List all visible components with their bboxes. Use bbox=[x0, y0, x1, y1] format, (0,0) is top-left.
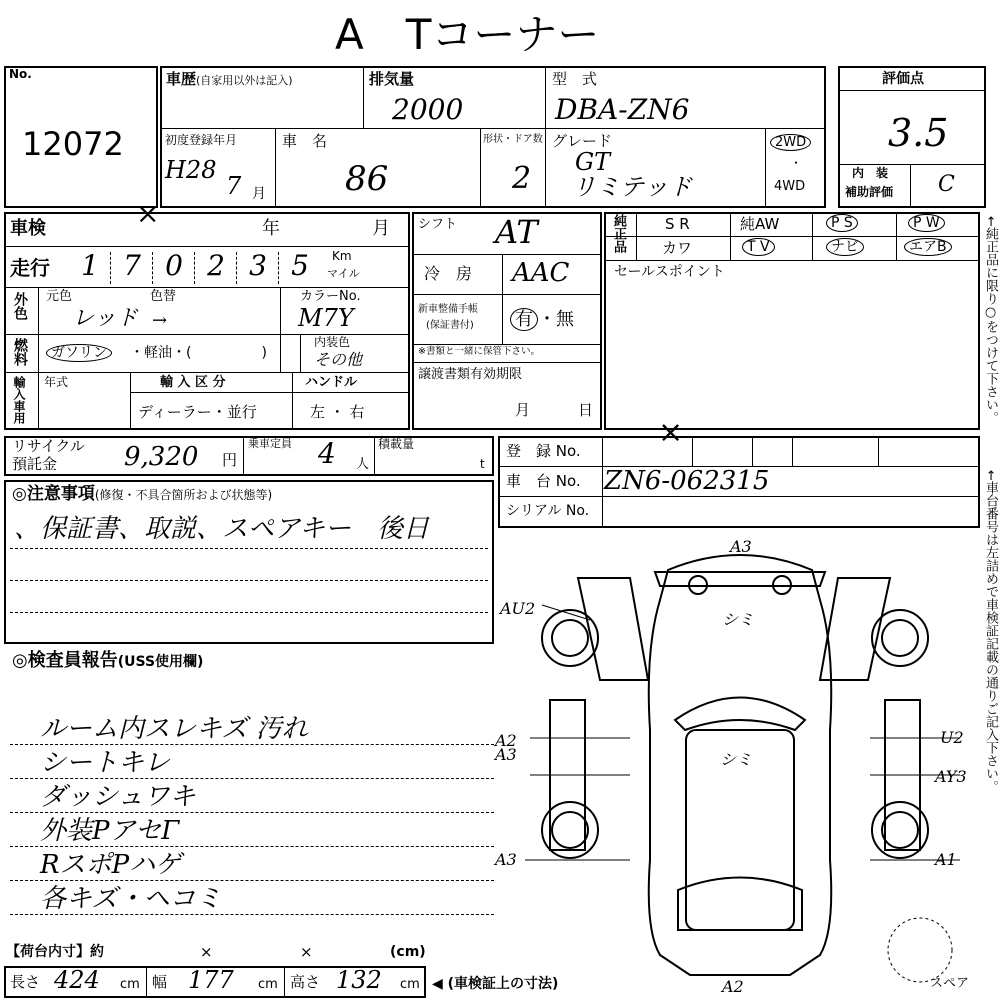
damage-mark: A3 bbox=[495, 850, 517, 869]
drive-4wd: 4WD bbox=[774, 179, 806, 194]
shaken-label: 車検 bbox=[10, 218, 46, 239]
recycle-label-1: リサイクル bbox=[12, 437, 85, 455]
fuel-gas: ガソリン bbox=[46, 345, 112, 361]
capacity-label: 乗車定員 bbox=[248, 437, 292, 450]
equip-ps: P S bbox=[826, 215, 858, 231]
shaken-mark: × bbox=[136, 197, 160, 230]
recycle-unit: 円 bbox=[222, 451, 238, 469]
notes-label: ◎注意事項(修復・不具合箇所および状態等) bbox=[12, 484, 273, 504]
grade-line2: リミテッド bbox=[572, 173, 692, 201]
first-reg-month-unit: 月 bbox=[252, 186, 266, 202]
capacity-unit: 人 bbox=[356, 457, 370, 472]
color-orig-value: レッド bbox=[72, 306, 138, 331]
inspector-line: 各キズ・ヘコミ bbox=[40, 884, 222, 914]
doors-value: 2 bbox=[512, 161, 532, 196]
notes-text: 、保証書、取説、スペアキー 後日 bbox=[14, 514, 429, 544]
mileage-unit-mile: マイル bbox=[327, 267, 360, 280]
damage-mark: AY3 bbox=[935, 767, 967, 786]
equip-pw: P W bbox=[908, 215, 945, 231]
mileage-digit: 7 bbox=[112, 252, 153, 284]
load-unit: t bbox=[480, 457, 485, 471]
handle-value: 左 ・ 右 bbox=[310, 403, 365, 421]
first-reg-label: 初度登録年月 bbox=[165, 133, 238, 147]
shift-value: AT bbox=[495, 213, 538, 251]
mileage-digit: 5 bbox=[291, 249, 309, 282]
import-side-label: 輸入車用 bbox=[12, 376, 26, 424]
damage-mark: シミ bbox=[722, 610, 755, 629]
fuel-side-label: 燃料 bbox=[12, 338, 28, 366]
equip-navi: ナビ bbox=[826, 239, 864, 255]
interior-color-label: 内装色 bbox=[314, 335, 351, 349]
lot-number: 12072 bbox=[22, 125, 124, 163]
recycle-value: 9,320 bbox=[124, 442, 199, 472]
mileage-digit: 3 bbox=[238, 252, 279, 284]
inspector-label: ◎検査員報告(USS使用欄) bbox=[12, 650, 204, 671]
equip-kawa: カワ bbox=[662, 239, 693, 257]
cargo-label: 【荷台内寸】約 bbox=[6, 944, 104, 960]
damage-mark: A3 bbox=[495, 745, 517, 764]
side-note-bottom: ←車台番号は左詰めで車検証記載の通りご記入下さい。 bbox=[983, 470, 998, 793]
length-unit: cm bbox=[120, 977, 140, 992]
equip-side-label: 純正品 bbox=[611, 214, 626, 253]
inspector-line: 外装PアセΓ bbox=[40, 816, 180, 846]
color-orig-label: 元色 bbox=[46, 289, 73, 304]
cargo-x1: × bbox=[200, 943, 213, 961]
inspector-line: ルーム内スレキズ 汚れ bbox=[40, 714, 308, 744]
width-unit: cm bbox=[258, 977, 278, 992]
transfer-month: 月 bbox=[515, 401, 531, 419]
history-label: 車歴(自家用以外は記入) bbox=[166, 70, 293, 88]
damage-mark: A2 bbox=[722, 977, 744, 996]
color-side-label: 外色 bbox=[12, 292, 28, 320]
color-change-label: 色替 bbox=[150, 289, 177, 304]
interior-label-2: 補助評価 bbox=[845, 185, 894, 199]
dims-note: ◀ (車検証上の寸法) bbox=[432, 976, 559, 992]
car-front-bumper bbox=[655, 572, 825, 586]
car-rear-window bbox=[678, 878, 802, 931]
load-label: 積載量 bbox=[378, 437, 415, 451]
cargo-x2: × bbox=[300, 943, 313, 961]
transfer-day: 日 bbox=[578, 401, 594, 419]
import-year-label: 年式 bbox=[44, 375, 69, 389]
length-value: 424 bbox=[54, 966, 100, 994]
damage-mark: A3 bbox=[730, 537, 752, 556]
mileage-digit: 0 bbox=[154, 252, 195, 284]
chassis-no-label: 車 台 No. bbox=[506, 472, 581, 490]
aircon-value: AAC bbox=[512, 258, 570, 288]
score-label: 評価点 bbox=[882, 71, 924, 87]
equip-sr: S R bbox=[665, 215, 690, 233]
serial-no-label: シリアル No. bbox=[506, 503, 590, 519]
shaken-year: 年 bbox=[262, 218, 280, 239]
color-code-label: カラーNo. bbox=[300, 289, 361, 304]
mileage-label: 走行 bbox=[10, 256, 50, 280]
damage-mark: AU2 bbox=[500, 599, 536, 618]
mileage-digit: 2 bbox=[196, 252, 237, 284]
manual-yes-no: 有 ・無 bbox=[510, 310, 574, 331]
color-code-value: M7Y bbox=[298, 304, 354, 332]
interior-color-value: その他 bbox=[314, 350, 363, 369]
model-label: 型 式 bbox=[552, 70, 598, 88]
equip-aw: 純AW bbox=[740, 215, 780, 233]
chassis-no-value: ZN6-062315 bbox=[604, 466, 770, 496]
height-unit: cm bbox=[400, 977, 420, 992]
shift-label: シフト bbox=[418, 217, 458, 232]
car-windshield bbox=[675, 698, 805, 731]
score-value: 3.5 bbox=[888, 111, 949, 155]
manual-label-1: 新車整備手帳 bbox=[418, 304, 478, 315]
car-diagram bbox=[490, 530, 980, 1000]
side-note-top: ←純正品に限り○をつけて下さい。 bbox=[983, 216, 998, 424]
doors-label: 形状・ドア数 bbox=[483, 134, 543, 145]
grade-line1: GT bbox=[575, 148, 611, 176]
import-class-label: 輸 入 区 分 bbox=[160, 375, 226, 390]
model-value: DBA-ZN6 bbox=[555, 93, 690, 126]
handle-label: ハンドル bbox=[305, 375, 358, 390]
interior-label-1: 内 装 bbox=[852, 166, 889, 180]
car-left-door bbox=[578, 578, 648, 680]
import-class-value: ディーラー・並行 bbox=[138, 403, 257, 421]
width-label: 幅 bbox=[152, 973, 168, 991]
transfer-label: 譲渡書類有効期限 bbox=[418, 367, 523, 382]
car-name-label: 車 名 bbox=[282, 132, 328, 150]
width-value: 177 bbox=[188, 966, 234, 994]
sales-point-label: セールスポイント bbox=[614, 264, 725, 280]
car-name-value: 86 bbox=[345, 159, 389, 199]
notes-block bbox=[4, 480, 494, 644]
drive-2wd: 2WD bbox=[770, 136, 811, 151]
lot-label: No. bbox=[9, 67, 32, 81]
recycle-label-2: 預託金 bbox=[12, 455, 58, 473]
grade-label: グレード bbox=[552, 132, 613, 150]
inspector-line: シートキレ bbox=[40, 748, 170, 778]
spare-tire-outline bbox=[888, 918, 952, 982]
reg-no-mark: × bbox=[658, 415, 684, 450]
capacity-value: 4 bbox=[318, 437, 336, 470]
mileage-digit: 1 bbox=[70, 252, 111, 284]
spare-label: スペア bbox=[930, 976, 970, 991]
page-title: A Tコーナー bbox=[335, 10, 600, 59]
equip-tv: T V bbox=[742, 239, 775, 255]
shaken-month: 月 bbox=[372, 218, 390, 239]
damage-mark: A1 bbox=[935, 850, 957, 869]
fuel-rest: ・軽油・( ) bbox=[130, 345, 267, 361]
interior-value: C bbox=[938, 172, 955, 197]
displacement-label: 排気量 bbox=[369, 70, 415, 88]
damage-mark: シミ bbox=[720, 750, 753, 769]
color-arrow: → bbox=[152, 310, 168, 331]
manual-label-2: (保証書付) bbox=[426, 320, 474, 331]
aircon-label: 冷 房 bbox=[424, 264, 473, 283]
mileage-digits bbox=[70, 248, 322, 286]
mileage-unit-km: Km bbox=[332, 249, 352, 263]
damage-mark: U2 bbox=[940, 728, 964, 747]
equip-aircon-bag: エアB bbox=[904, 239, 952, 255]
first-reg-month: 7 bbox=[226, 172, 242, 200]
length-label: 長さ bbox=[10, 973, 41, 991]
drive-dot: ・ bbox=[790, 156, 803, 170]
damage-mark: A2 bbox=[495, 731, 517, 750]
inspector-line: ダッシュワキ bbox=[40, 782, 196, 812]
height-value: 132 bbox=[336, 966, 382, 994]
cargo-unit: (cm) bbox=[390, 944, 426, 960]
reg-no-label: 登 録 No. bbox=[506, 442, 581, 460]
manual-note: ※書類と一緒に保管下さい。 bbox=[418, 346, 540, 357]
displacement-value: 2000 bbox=[392, 93, 464, 126]
first-reg-value: H28 bbox=[165, 156, 217, 184]
height-label: 高さ bbox=[290, 973, 321, 991]
inspector-line: RスポPハゲ bbox=[40, 850, 182, 880]
